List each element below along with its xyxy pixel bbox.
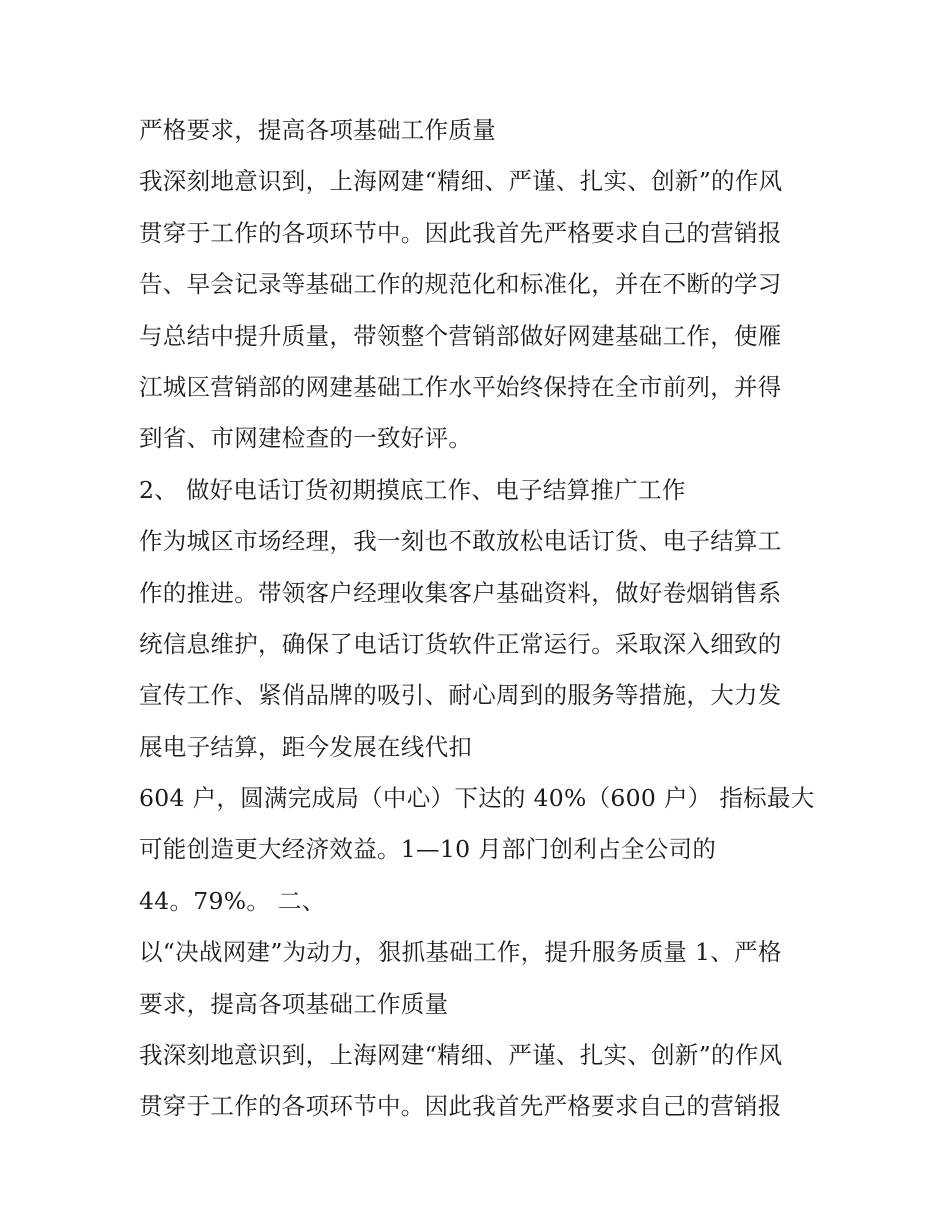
text-line: 展电子结算，距今发展在线代扣 [139, 732, 473, 761]
text-line: 与总结中提升质量，带领整个营销部做好网建基础工作，使雁 [139, 321, 782, 350]
text-line: 统信息维护，确保了电话订货软件正常运行。采取深入细致的 [139, 629, 782, 658]
text-line: 44。79%。 二、 [139, 886, 326, 915]
text-line: 宣传工作、紧俏品牌的吸引、耐心周到的服务等措施，大力发 [139, 681, 782, 710]
text-line: 我深刻地意识到，上海网建“精细、严谨、扎实、创新”的作风 [139, 1041, 783, 1070]
text-line: 严格要求，提高各项基础工作质量 [139, 116, 496, 144]
document-body [139, 105, 819, 1133]
text-line: 可能创造更大经济效益。1—10 月部门创利占全公司的 [139, 835, 717, 864]
text-line: 贯穿于工作的各项环节中。因此我首先严格要求自己的营销报 [139, 218, 782, 247]
section-heading: 2、 做好电话订货初期摸底工作、电子结算推广工作 [139, 475, 686, 504]
text-line: 作的推进。带领客户经理收集客户基础资料，做好卷烟销售系 [139, 578, 782, 607]
text-line: 江城区营销部的网建基础工作水平始终保持在全市前列，并得 [139, 372, 782, 401]
text-line: 604 户，圆满完成局（中心）下达的 40%（600 户） 指标最大 [139, 784, 815, 813]
text-line: 到省、市网建检查的一致好评。 [139, 424, 473, 453]
text-line: 我深刻地意识到，上海网建“精细、严谨、扎实、创新”的作风 [139, 167, 783, 196]
text-line: 以“决战网建”为动力，狠抓基础工作，提升服务质量 1、严格 [139, 938, 782, 967]
text-line: 作为城区市场经理，我一刻也不敢放松电话订货、电子结算工 [139, 527, 782, 556]
text-line: 贯穿于工作的各项环节中。因此我首先严格要求自己的营销报 [139, 1092, 782, 1121]
text-line: 告、早会记录等基础工作的规范化和标准化，并在不断的学习 [139, 270, 782, 299]
text-line: 要求，提高各项基础工作质量 [139, 989, 449, 1018]
